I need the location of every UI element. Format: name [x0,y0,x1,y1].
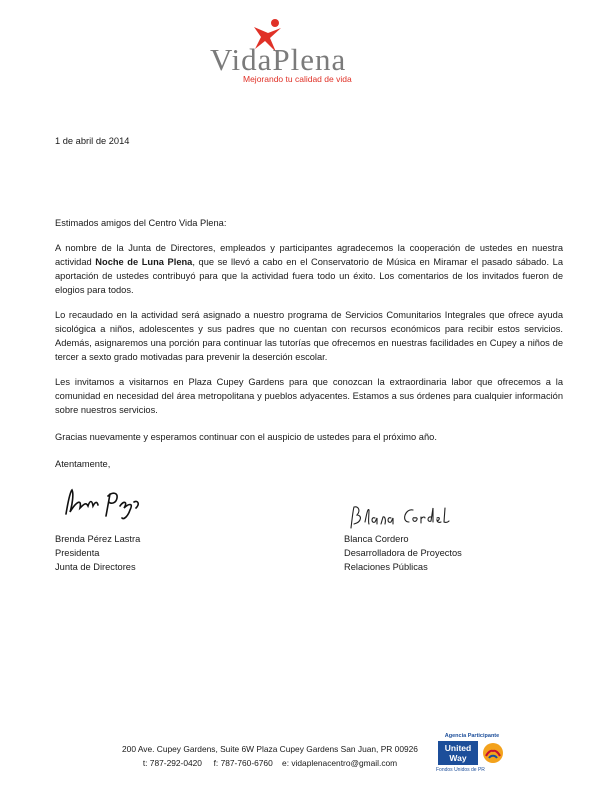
signature-brenda [60,484,150,524]
footer [110,742,430,770]
signer-1-org: Junta de Directores [55,562,136,572]
footer-contact: t: 787-292-0420 f: 787-760-6760 e: vidaplenacentro@gmail.com [142,758,398,768]
united-way-bottom-label: Fondos Unidos de PR [436,767,485,773]
signer-2-title: Desarrolladora de Proyectos [344,548,462,558]
logo-name: VidaPlena [210,42,347,77]
signer-2-name: Blanca Cordero [344,534,409,544]
vidaplena-logo [210,18,385,86]
signer-2-org: Relaciones Públicas [344,562,428,572]
paragraph-1-part-a: A nombre de la Junta de Directores, empleados y participantes agradecemos la cooperación de ustedes en nuestra actividad [55,243,563,267]
united-way-box [438,741,478,765]
signer-1 [55,532,255,574]
closing: Atentamente, [55,459,111,469]
letter-greeting: Estimados amigos del Centro Vida Plena: [55,218,227,228]
signer-2 [344,532,544,574]
letter-date: 1 de abril de 2014 [55,136,130,146]
event-name: Noche de Luna Plena [95,257,193,267]
united-way-hand-icon [482,742,504,764]
united-way-badge [436,733,508,775]
signer-1-title: Presidenta [55,548,100,558]
united-way-line-1: United [444,743,472,753]
paragraph-2: Lo recaudado en la actividad será asignado a nuestro programa de Servicios Comunitarios Integrales que ofrece ayuda sicológica a niños, adolescentes y sus padres que no cuentan con recursos económicos para recibir estos servicios. Además, asignaremos una porción para continuar las tutorías que ofrecemos en nuestras facilidades en Cupey a niños de tercer a sexto grado motivadas para prevenir la deserción escolar. [55,310,563,362]
logo-tagline: Mejorando tu calidad de vida [243,74,352,84]
paragraph-4: Gracias nuevamente y esperamos continuar con el auspicio de ustedes para el próximo año. [55,432,437,442]
united-way-top-label: Agencia Participante [444,733,500,739]
footer-address: 200 Ave. Cupey Gardens, Suite 6W Plaza Cupey Gardens San Juan, PR 00926 [122,744,418,754]
signer-1-name: Brenda Pérez Lastra [55,534,141,544]
signature-blanca [345,502,455,532]
united-way-line-2: Way [449,753,467,763]
paragraph-1-part-b: , que se llevó a cabo en el Conservatorio de Música en Miramar el pasado sábado. La aportación de ustedes contribuyó para que la actividad fuera todo un éxito. Los comentarios de los invitados fueron de elogios para todos. [55,257,563,295]
paragraph-3: Les invitamos a visitarnos en Plaza Cupey Gardens para que conozcan la extraordinaria labor que ofrecemos a la comunidad en necesidad del área metropolitana y pueblos adyacentes. Estamos a sus órdenes para cualquier información sobre nuestros servicios. [55,377,563,415]
paragraph-1 [55,241,563,297]
